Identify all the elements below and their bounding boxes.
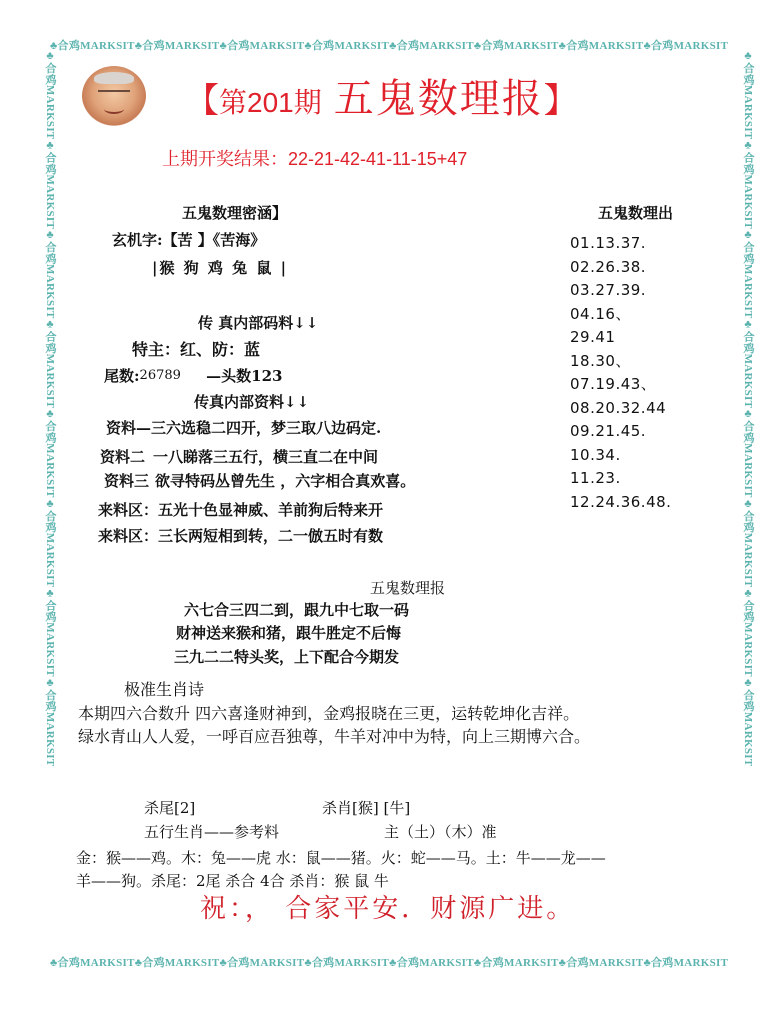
newspaper-name: 五鬼数理报	[333, 76, 544, 122]
number-item: 03.27.39.	[570, 281, 647, 299]
zodiac-line-1: 本期四六合数升 四六喜逢财神到，金鸡报晓在三更，运转乾坤化吉祥。	[78, 704, 580, 723]
animal-list: |猴 狗 鸡 兔 鼠 |	[152, 259, 289, 277]
number-item: 07.19.43、	[570, 375, 657, 393]
zodiac-heading: 极准生肖诗	[124, 680, 205, 699]
special-color: 特主：红、防：蓝	[132, 340, 261, 359]
source-2	[98, 526, 383, 546]
title-bracket-close: 】	[543, 81, 578, 121]
tail-value: 26789	[139, 368, 181, 383]
number-item: 11.23.	[570, 469, 621, 487]
avatar-glasses	[98, 90, 130, 100]
poem-line-2: 财神送来猴和猪，跟牛胜定不后悔	[176, 624, 402, 642]
head-value: —头数123	[206, 367, 283, 385]
source-1-label: 来料区：	[98, 501, 159, 519]
info-1-label: 资料—	[106, 419, 152, 437]
poem-title: 五鬼数理报	[370, 579, 446, 597]
source-2-text: 三长两短相到转，二一倣五时有数	[158, 527, 384, 545]
info-1	[106, 418, 381, 438]
tail-number-row	[104, 366, 282, 386]
number-item: 09.21.45.	[570, 422, 647, 440]
number-item: 10.34.	[570, 445, 621, 464]
fax-heading-2: 传真内部资料↓↓	[194, 393, 310, 411]
last-draw-result: 上期开奖结果：22-21-42-41-11-15+47	[162, 149, 468, 169]
info-2-label: 资料二	[100, 448, 146, 466]
kill-tail: 杀尾[2]	[144, 799, 196, 817]
tail-label: 尾数:	[104, 367, 140, 385]
zodiac-line-2: 绿水青山人人爱，一呼百应吾独尊，牛羊对冲中为特，向上三期博六合。	[78, 727, 591, 746]
info-2-text: 一八睇落三五行，横三直二在中间	[153, 448, 379, 466]
page-title	[185, 74, 578, 124]
number-item: 02.26.38.	[570, 257, 647, 276]
avatar-hair	[94, 72, 134, 84]
watermark-border-right: ♣合鸡MARKSIT♣合鸡MARKSIT♣合鸡MARKSIT♣合鸡MARKSIT♣合鸡MARKSIT♣合鸡MARKSIT♣合鸡MARKSIT♣合鸡MARKSIT	[742, 50, 754, 767]
poem-line-3: 三九二二特头奖，上下配合今期发	[174, 648, 400, 666]
fax-heading: 传 真内部码料↓↓	[198, 314, 319, 332]
secret-heading: 五鬼数理密涵】	[182, 204, 288, 222]
watermark-border-bottom: ♣合鸡MARKSIT♣合鸡MARKSIT♣合鸡MARKSIT♣合鸡MARKSIT♣合鸡MARKSIT♣合鸡MARKSIT♣合鸡MARKSIT♣合鸡MARKSIT	[50, 957, 729, 969]
elements-line-1: 金：猴——鸡。木：兔——虎 水：鼠——猪。火：蛇——马。土：牛——龙——	[76, 849, 606, 867]
source-2-label: 来料区：	[98, 527, 159, 545]
numbers-list	[570, 232, 671, 514]
number-item: 04.16、	[570, 304, 631, 323]
number-item: 29.41	[570, 328, 616, 346]
number-item: 18.30、	[570, 351, 631, 370]
mystery-word: 玄机字:【苦 】《苦海》	[112, 231, 266, 249]
numbers-heading: 五鬼数理出	[598, 204, 674, 222]
info-3-label: 资料三	[104, 472, 150, 490]
poem-line-1: 六七合三四二到，跟九中七取一码	[184, 601, 410, 619]
avatar	[82, 66, 146, 126]
number-item: 12.24.36.48.	[570, 492, 672, 511]
info-3	[104, 471, 415, 491]
elements-line-2: 羊——狗。杀尾：2尾 杀合 4合 杀肖：猴 鼠 牛	[76, 872, 389, 890]
source-1	[98, 500, 383, 520]
number-item: 01.13.37.	[570, 234, 647, 252]
info-2	[100, 447, 378, 467]
main-element: 主（土）（木）准	[384, 823, 497, 841]
issue-number: 第201期	[219, 87, 322, 118]
five-elements-heading: 五行生肖——参考料	[144, 823, 280, 841]
number-item: 08.20.32.44	[570, 398, 667, 417]
watermark-border-top: ♣合鸡MARKSIT♣合鸡MARKSIT♣合鸡MARKSIT♣合鸡MARKSIT♣合鸡MARKSIT♣合鸡MARKSIT♣合鸡MARKSIT♣合鸡MARKSIT	[50, 40, 729, 52]
avatar-smile	[104, 104, 124, 114]
title-bracket-open: 【	[185, 81, 219, 121]
blessing-text: 祝：， 合家平安．财源广进。	[200, 894, 576, 924]
kill-zodiac: 杀肖[猴] [牛]	[322, 799, 411, 817]
info-1-text: 三六选稳二四开，梦三取八边码定.	[151, 419, 382, 437]
info-3-text: 欲寻特码丛曾先生 ，六字相合真欢喜。	[155, 472, 416, 490]
watermark-border-left: ♣合鸡MARKSIT♣合鸡MARKSIT♣合鸡MARKSIT♣合鸡MARKSIT♣合鸡MARKSIT♣合鸡MARKSIT♣合鸡MARKSIT♣合鸡MARKSIT	[44, 50, 56, 767]
source-1-text: 五光十色显神威、羊前狗后特来开	[158, 501, 384, 519]
